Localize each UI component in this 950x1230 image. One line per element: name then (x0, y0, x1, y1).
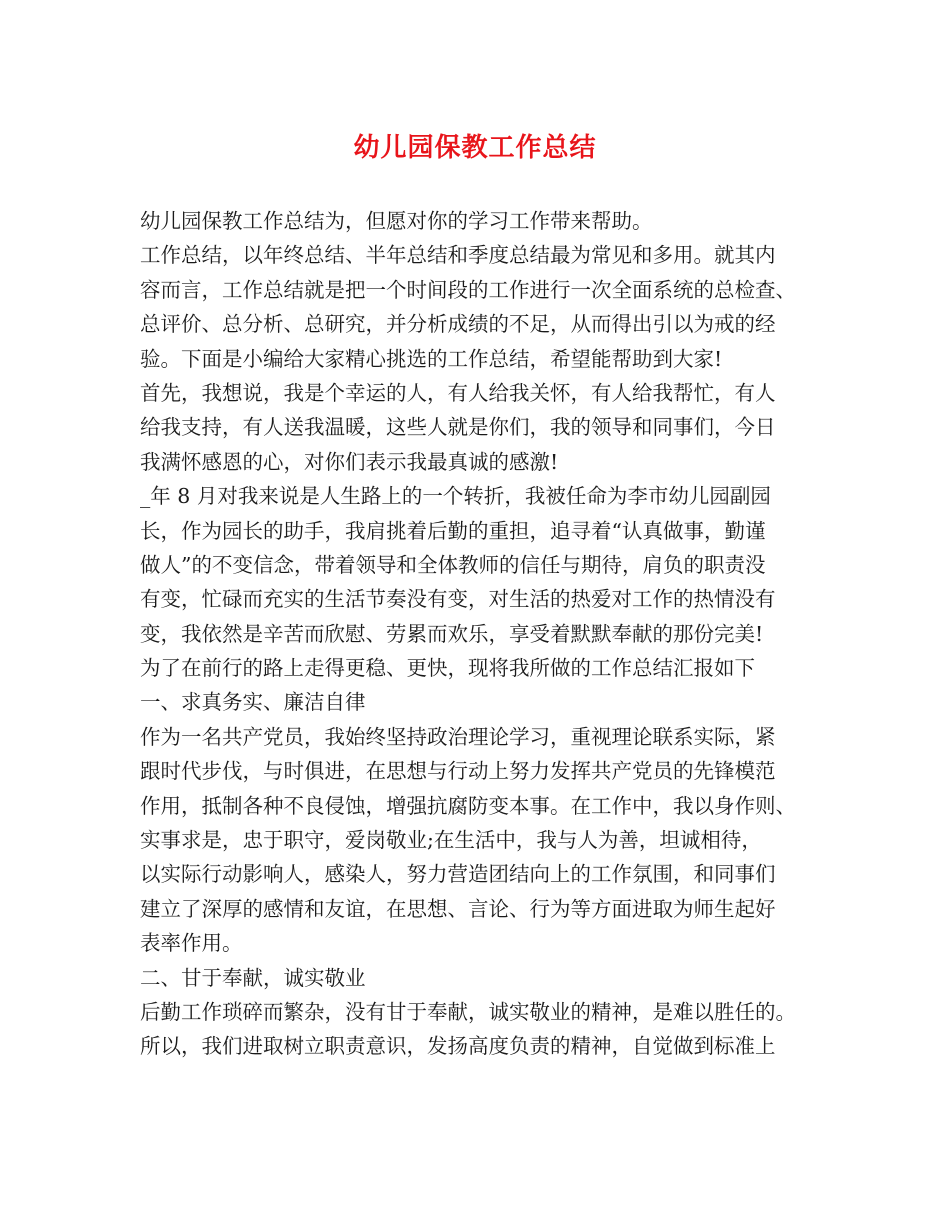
text-line: 跟时代步伐，与时俱进，在思想与行动上努力发挥共产党员的先锋模范 (140, 759, 776, 784)
text-line: 以实际行动影响人，感染人，努力营造团结向上的工作氛围，和同事们 (140, 862, 776, 887)
text-line: 变，我依然是辛苦而欣慰、劳累而欢乐，享受着默默奉献的那份完美! (140, 621, 764, 646)
text-line: 作用，抵制各种不良侵蚀，增强抗腐防变本事。在工作中，我以身作则、 (140, 793, 796, 818)
text-line: 为了在前行的路上走得更稳、更快，现将我所做的工作总结汇报如下 (140, 656, 755, 681)
document-body (140, 204, 820, 1064)
text-line: 给我支持，有人送我温暖，这些人就是你们，我的领导和同事们，今日 (140, 415, 776, 440)
text-line: 后勤工作琐碎而繁杂，没有甘于奉献，诚实敬业的精神，是难以胜任的。 (140, 999, 796, 1024)
text-line: 有变，忙碌而充实的生活节奏没有变，对生活的热爱对工作的热情没有 (140, 587, 776, 612)
text-line: _年 8 月对我来说是人生路上的一个转折，我被任命为李市幼儿园副园 (140, 484, 771, 509)
text-line: 容而言，工作总结就是把一个时间段的工作进行一次全面系统的总检查、 (140, 277, 796, 302)
text-line: 幼儿园保教工作总结为，但愿对你的学习工作带来帮助。 (140, 209, 653, 233)
text-line: 验。下面是小编给大家精心挑选的工作总结，希望能帮助到大家! (140, 346, 723, 371)
text-line: 首先，我想说，我是个幸运的人，有人给我关怀，有人给我帮忙，有人 (140, 380, 776, 405)
text-line: 工作总结，以年终总结、半年总结和季度总结最为常见和多用。就其内 (140, 243, 776, 268)
section-heading: 一、求真务实、廉洁自律 (140, 690, 366, 715)
text-line: 所以，我们进取树立职责意识，发扬高度负责的精神，自觉做到标准上 (140, 1034, 776, 1059)
text-line: 实事求是，忠于职守，爱岗敬业;在生活中，我与人为善，坦诚相待， (140, 828, 762, 853)
document-title: 幼儿园保教工作总结 (353, 133, 597, 163)
text-line: 作为一名共产党员，我始终坚持政治理论学习，重视理论联系实际，紧 (140, 724, 776, 749)
section-heading: 二、甘于奉献，诚实敬业 (140, 965, 366, 990)
text-line: 表率作用。 (140, 931, 243, 956)
text-line: 建立了深厚的感情和友谊，在思想、言论、行为等方面进取为师生起好 (140, 896, 776, 921)
text-line: 我满怀感恩的心，对你们表示我最真诚的感激! (140, 449, 559, 474)
text-line: 做人”的不变信念，带着领导和全体教师的信任与期待，肩负的职责没 (140, 552, 766, 577)
text-line: 长，作为园长的助手，我肩挑着后勤的重担，追寻着“认真做事，勤谨 (140, 518, 766, 543)
text-line: 总评价、总分析、总研究，并分析成绩的不足，从而得出引以为戒的经 (140, 312, 776, 337)
